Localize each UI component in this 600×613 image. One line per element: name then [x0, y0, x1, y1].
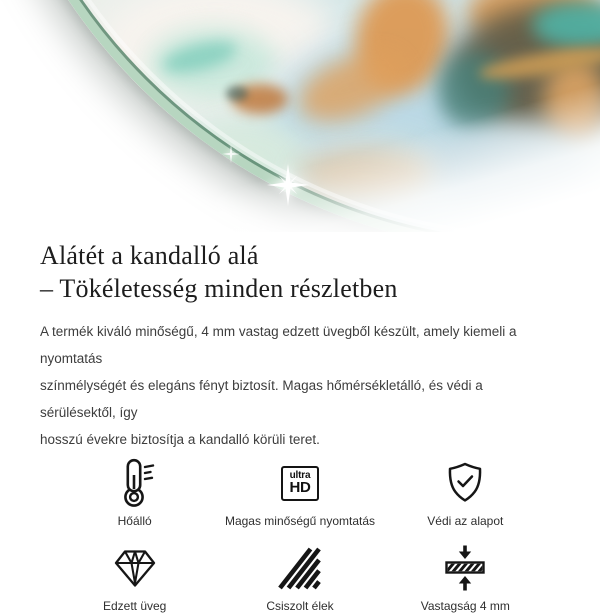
feature-label: Magas minőségű nyomtatás — [224, 514, 376, 528]
polished-edges-icon — [277, 545, 323, 591]
feature-item-polished-edges — [217, 544, 382, 613]
description-line: A termék kiváló minőségű, 4 mm vastag edzett üvegből készült, amely kiemeli a nyomtatás — [40, 324, 517, 366]
white-fade-overlay — [0, 0, 600, 232]
ultra-hd-icon — [281, 466, 319, 501]
feature-item-tempered-glass — [52, 544, 217, 613]
feature-label: Hőálló — [117, 514, 152, 528]
title-line-2: – Tökéletesség minden részletben — [40, 274, 398, 303]
diamond-icon — [112, 547, 158, 589]
feature-label: Edzett üveg — [102, 599, 167, 613]
description-line: hosszú évekre biztosítja a kandalló körüli teret. — [40, 432, 320, 447]
shield-check-icon — [443, 461, 487, 505]
title-line-1: Alátét a kandalló alá — [40, 241, 259, 270]
product-description — [40, 318, 560, 453]
feature-label: Vastagság 4 mm — [420, 599, 510, 613]
thermometer-icon — [113, 458, 157, 508]
feature-item-print-quality — [217, 459, 382, 528]
page-title — [40, 239, 560, 305]
features-grid — [40, 459, 560, 613]
ultra-hd-icon-text-bottom: HD — [289, 479, 311, 496]
feature-item-thickness — [383, 544, 548, 613]
feature-label: Védi az alapot — [427, 514, 504, 528]
feature-item-protects-base — [383, 459, 548, 528]
thickness-icon — [443, 544, 487, 592]
ultra-hd-icon-text-top: ultra — [289, 470, 311, 481]
feature-item-heat-resistant — [52, 459, 217, 528]
description-line: színmélységét és elegáns fényt biztosít. Magas hőmérsékletálló, és védi a sérülésektől, így — [40, 378, 483, 420]
feature-label: Csiszolt élek — [266, 599, 334, 613]
product-hero-image — [0, 0, 600, 232]
